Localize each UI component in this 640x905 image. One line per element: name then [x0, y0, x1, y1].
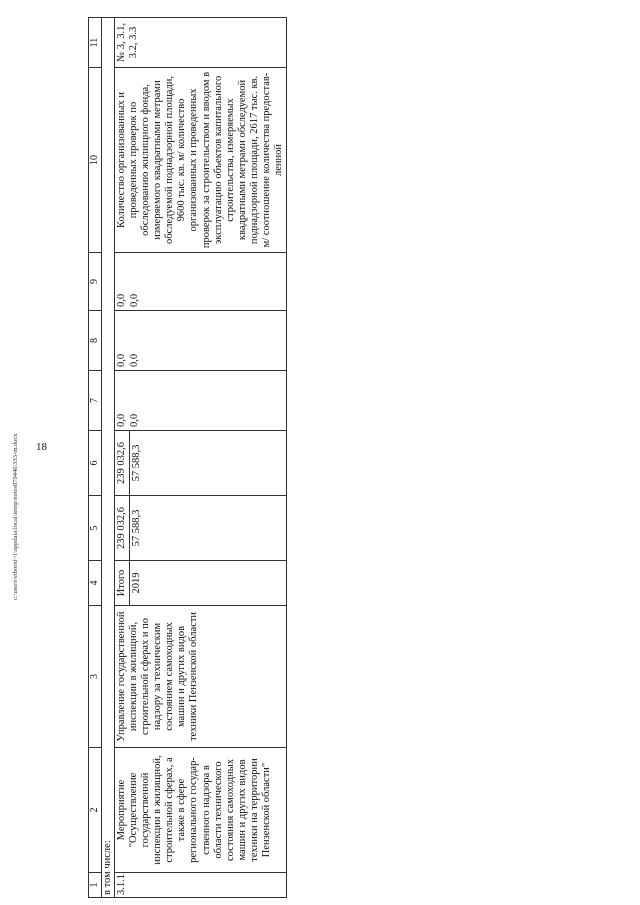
- footer-file-path: c:\users\viborni~1\appdata\local\temp\notes879446\333-m.docx: [12, 433, 19, 600]
- header-cell: 9: [89, 253, 102, 311]
- header-cell: 8: [89, 311, 102, 371]
- table-row: [115, 18, 287, 898]
- amount-value: 57 588,3: [131, 509, 143, 547]
- year-cell: [115, 561, 287, 606]
- header-cell: 4: [89, 561, 102, 606]
- column-number-row: [89, 18, 102, 898]
- including-label: в том числе:: [102, 18, 115, 898]
- header-cell: 10: [89, 68, 102, 253]
- header-cell: 7: [89, 371, 102, 431]
- page-number: 18: [36, 441, 47, 453]
- amount-value: 0,0: [129, 293, 141, 307]
- measure-name: Мероприятие "Осуществление государственной инспекции в жилищной, строительной сферах, а также в сфере регионального государ-ственного надзора в области технического состояния самоходных машин и других видов техники на территории Пензенской области": [115, 748, 287, 873]
- amount-regional-cell: [115, 431, 287, 496]
- amount-value: 0,0: [129, 353, 141, 367]
- amount-value: 0,0: [129, 413, 141, 427]
- total-label: Итого: [115, 561, 130, 605]
- amount-total-cell: [115, 496, 287, 561]
- row-number: 3.1.1.: [115, 873, 287, 898]
- amount-col7-cell: [115, 371, 287, 431]
- year-label: 2019: [131, 572, 143, 594]
- program-table: [88, 17, 287, 898]
- amount-value: 57 588,3: [131, 444, 143, 482]
- amount-value: 0,0: [116, 353, 128, 367]
- header-cell: 5: [89, 496, 102, 561]
- indicator-text: Количество организованных и проведенных проверок по обследованию жилищного фонда, измеряемого квадратными метрами обследуемой поднадзорной площади, 9600 тыс. кв. м/ количество организованных и проведенных проверок за строительством и вводом в эксплуатацию объектов капитального строительства, измеряемых квадратными метрами обследуемой поднадзорной площади, 2617 тыс. кв. м/ соотношение количества предостав-ленной: [115, 68, 287, 253]
- header-cell: 6: [89, 431, 102, 496]
- header-cell: 1: [89, 873, 102, 898]
- executor-name: Управление государственной инспекции в жилищной, строительной сферах и по надзору за техническим состоянием самоходных машин и других видов техники Пензенской области: [115, 606, 287, 748]
- amount-col9-cell: [115, 253, 287, 311]
- amount-value: 0,0: [116, 293, 128, 307]
- including-row: [102, 18, 115, 898]
- header-cell: 3: [89, 606, 102, 748]
- header-cell: 2: [89, 748, 102, 873]
- amount-value: 239 032,6: [115, 431, 130, 495]
- amount-col8-cell: [115, 311, 287, 371]
- rotated-table-page: [88, 18, 618, 898]
- amount-value: 0,0: [116, 413, 128, 427]
- amount-value: 239 032,6: [115, 496, 130, 560]
- indicator-refs: № 3, 3.1, 3.2, 3.3: [115, 18, 287, 68]
- header-cell: 11: [89, 18, 102, 68]
